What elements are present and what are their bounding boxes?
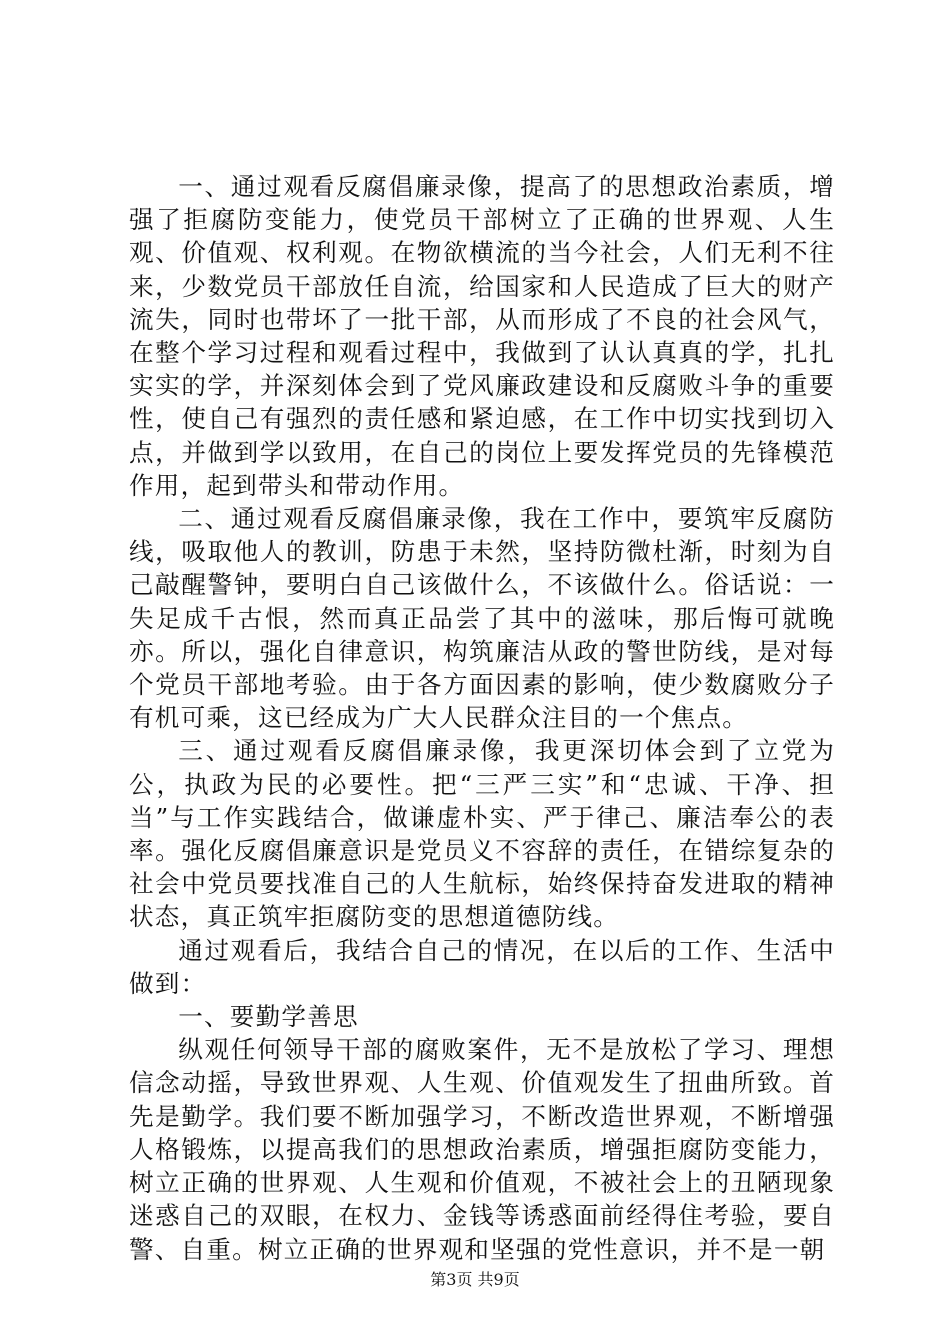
document-body	[129, 170, 835, 1266]
paragraph-5: 纵观任何领导干部的腐败案件，无不是放松了学习、理想信念动摇，导致世界观、人生观、价值观发生了扭曲所致。首先是勤学。我们要不断加强学习，不断改造世界观，不断增强人格锻炼，以提高我们的思想政治素质，增强拒腐防变能力，树立正确的世界观、人生观和价值观，不被社会上的丑陋现象迷惑自己的双眼，在权力、金钱等诱惑面前经得住考验，要自警、自重。树立正确的世界观和坚强的党性意识，并不是一朝	[129, 1035, 835, 1264]
paragraph-1: 一、通过观看反腐倡廉录像，提高了的思想政治素质，增强了拒腐防变能力，使党员干部树立了正确的世界观、人生观、价值观、权利观。在物欲横流的当今社会，人们无利不往来，少数党员干部放任自流，给国家和人民造成了巨大的财产流失，同时也带坏了一批干部，从而形成了不良的社会风气，在整个学习过程和观看过程中，我做到了认认真真的学，扎扎实实的学，并深刻体会到了党风廉政建设和反腐败斗争的重要性，使自己有强烈的责任感和紧迫感，在工作中切实找到切入点，并做到学以致用，在自己的岗位上要发挥党员的先锋模范作用，起到带头和带动作用。	[129, 172, 835, 500]
paragraph-4: 通过观看后，我结合自己的情况，在以后的工作、生活中做到：	[129, 935, 835, 998]
paragraph-3: 三、通过观看反腐倡廉录像，我更深切体会到了立党为公，执政为民的必要性。把“三严三实”和“忠诚、干净、担当”与工作实践结合，做谦虚朴实、严于律己、廉洁奉公的表率。强化反腐倡廉意识是党员义不容辞的责任，在错综复杂的社会中党员要找准自己的人生航标，始终保持奋发进取的精神状态，真正筑牢拒腐防变的思想道德防线。	[129, 736, 835, 932]
paragraph-2: 二、通过观看反腐倡廉录像，我在工作中，要筑牢反腐防线，吸取他人的教训，防患于未然，坚持防微杜渐，时刻为自己敲醒警钟，要明白自己该做什么，不该做什么。俗话说：一失足成千古恨，然而真正品尝了其中的滋味，那后悔可就晚亦。所以，强化自律意识，构筑廉洁从政的警世防线，是对每个党员干部地考验。由于各方面因素的影响，使少数腐败分子有机可乘，这已经成为广大人民群众注目的一个焦点。	[129, 504, 835, 733]
section-heading: 一、要勤学善思	[178, 1002, 359, 1032]
page-number-footer: 第3页 共9页	[430, 1270, 520, 1289]
